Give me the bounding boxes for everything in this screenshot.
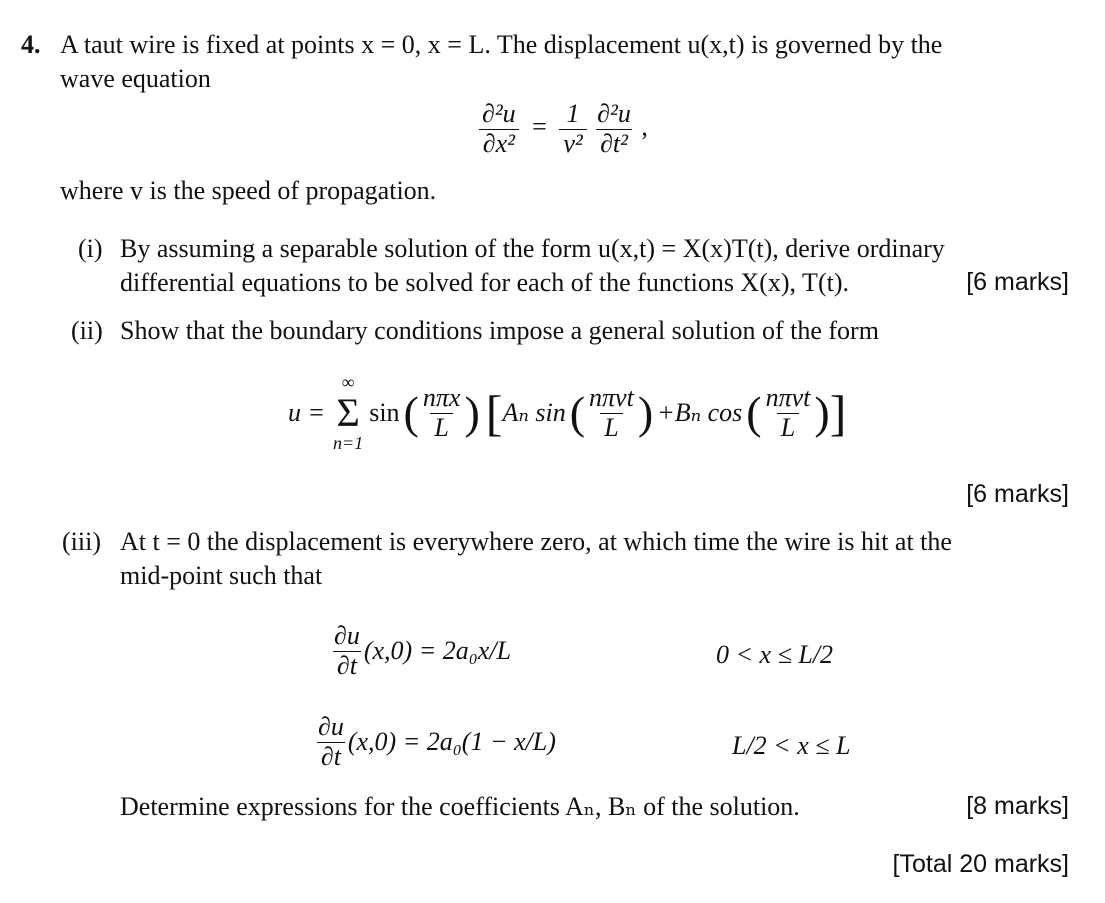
initial-condition-2-range: L/2 < x ≤ L <box>732 731 851 760</box>
part-iii-line1: At t = 0 the displacement is everywhere zero, at which time the wire is hit at the <box>120 527 952 556</box>
part-iii-marks: [8 marks] <box>966 792 1069 820</box>
initial-condition-1-range: 0 < x ≤ L/2 <box>716 640 834 669</box>
part-i-line2: differential equations to be solved for each of the functions X(x), T(t). <box>120 268 849 297</box>
part-iii-final-line: Determine expressions for the coefficients Aₙ, Bₙ of the solution. <box>120 792 800 821</box>
initial-condition-1: $\frac{\partial u}{\partial t}$ (x,0) = 2a₀x/L <box>334 621 512 680</box>
part-i-label: (i) <box>78 234 103 263</box>
general-solution: u = ∞ Σ n=1 sin ( $\frac{\text{nπx}}{L}$ ) [ Aₙ sin ( $\frac{\text{nπvt}}{L}$ ) +Bₙ cos ( $\frac{\text{nπvt}}{L}$ ) ] <box>288 372 847 453</box>
question-intro-line2: wave equation <box>60 64 211 93</box>
total-marks: [Total 20 marks] <box>892 850 1069 878</box>
question-number: 4. <box>21 30 41 59</box>
part-ii-label: (ii) <box>71 316 103 345</box>
wave-equation: $\frac{\text{∂²u}}{\text{∂x²}}$ = $\frac{1}{\text{v²}}$ $\frac{\text{∂²u}}{\text{∂t²}}$ , <box>478 100 648 158</box>
part-ii-marks: [6 marks] <box>966 480 1069 508</box>
summation: ∞ Σ n=1 <box>333 372 364 453</box>
part-i-marks: [6 marks] <box>966 268 1069 296</box>
initial-condition-2: $\frac{\partial u}{\partial t}$ (x,0) = 2a₀(1 − x/L) <box>318 712 556 771</box>
part-i-line1: By assuming a separable solution of the form u(x,t) = X(x)T(t), derive ordinary <box>120 234 945 263</box>
part-iii-line2: mid-point such that <box>120 561 323 590</box>
part-iii-label: (iii) <box>62 527 101 556</box>
question-intro-line1: A taut wire is fixed at points x = 0, x = L. The displacement u(x,t) is governed by the <box>60 30 943 59</box>
where-line: where v is the speed of propagation. <box>60 176 437 205</box>
part-ii-line1: Show that the boundary conditions impose a general solution of the form <box>120 316 879 345</box>
